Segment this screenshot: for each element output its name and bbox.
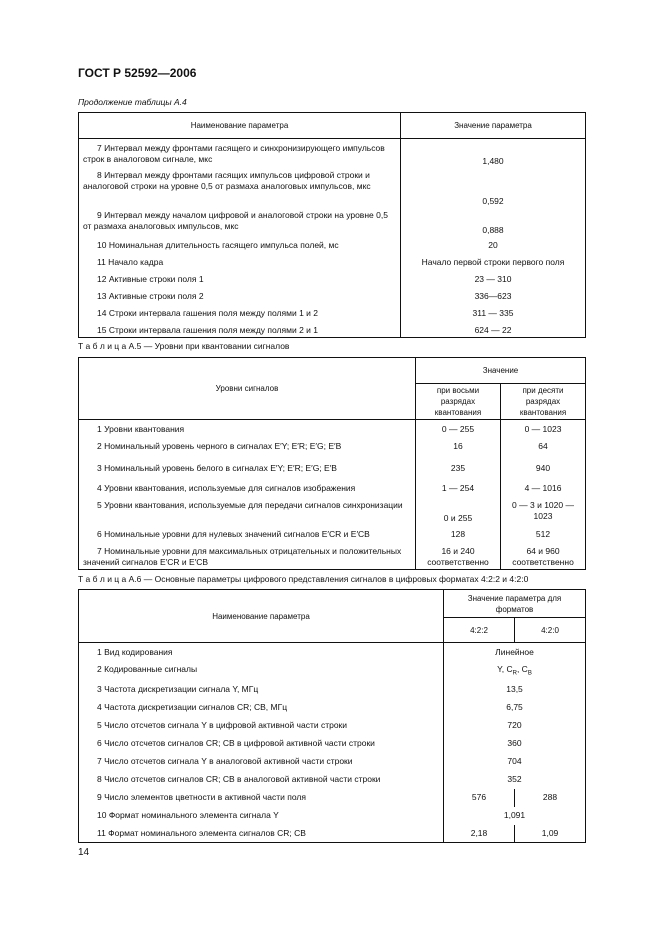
table-cell: 352 xyxy=(444,771,586,789)
table-a5 xyxy=(78,357,586,570)
table-row: 8 Число отсчетов сигналов CR; CB в аналоговой активной части строки xyxy=(79,771,444,789)
table-cell: 360 xyxy=(444,735,586,753)
table-cell: 720 xyxy=(444,717,586,735)
table-cell: 4 — 1016 xyxy=(501,480,586,497)
table-a4-caption: Продолжение таблицы А.4 xyxy=(78,97,187,107)
table-cell: 0,888 xyxy=(401,207,586,236)
table-a6-header-420: 4:2:0 xyxy=(515,618,586,643)
table-cell: 288 xyxy=(515,789,586,807)
table-cell: 64 и 960 соответственно xyxy=(501,543,586,570)
table-cell: 0 — 255 xyxy=(416,420,501,438)
table-cell: 64 xyxy=(501,438,586,458)
table-cell: 311 — 335 xyxy=(401,304,586,321)
table-cell: 0,592 xyxy=(401,167,586,207)
table-row: 6 Число отсчетов сигналов CR; CB в цифровой активной части строки xyxy=(79,735,444,753)
table-cell: 0 — 3 и 1020 — 1023 xyxy=(501,497,586,524)
table-a6-header-param: Наименование параметра xyxy=(79,590,444,643)
table-a5-header-8bit: при восьми разрядах квантования xyxy=(416,384,501,420)
table-row: 1 Уровни квантования xyxy=(79,420,416,438)
table-a4-header-value: Значение параметра xyxy=(401,113,586,139)
table-row: 9 Число элементов цветности в активной части поля xyxy=(79,789,444,807)
table-a4 xyxy=(78,112,586,338)
table-cell: 624 — 22 xyxy=(401,321,586,338)
table-cell: 0 и 255 xyxy=(416,497,501,524)
table-cell: 16 и 240 соответственно xyxy=(416,543,501,570)
table-cell: 2,18 xyxy=(444,825,515,843)
table-a5-header-levels: Уровни сигналов xyxy=(79,358,416,420)
table-a6-header-value: Значение параметра для форматов xyxy=(444,590,586,618)
table-row: 6 Номинальные уровни для нулевых значений сигналов E′CR и E′CB xyxy=(79,524,416,543)
table-cell: 1 — 254 xyxy=(416,480,501,497)
table-row: 3 Номинальный уровень белого в сигналах E′Y; E′R; E′G; E′B xyxy=(79,458,416,480)
table-cell: 13,5 xyxy=(444,681,586,699)
table-a6 xyxy=(78,589,586,843)
table-row: 1 Вид кодирования xyxy=(79,643,444,662)
table-cell: 1,09 xyxy=(515,825,586,843)
table-row: 7 Номинальные уровни для максимальных отрицательных и положительных значений сигналов E′CR и E′CB xyxy=(79,543,416,570)
table-cell: 235 xyxy=(416,458,501,480)
table-row: 7 Интервал между фронтами гасящего и синхронизирующего импульсов строк в аналоговом сигнале, мкс xyxy=(79,139,401,167)
table-cell: 23 — 310 xyxy=(401,270,586,287)
table-row: 11 Начало кадра xyxy=(79,253,401,270)
table-cell: 20 xyxy=(401,236,586,253)
table-row: 9 Интервал между началом цифровой и аналоговой строки на уровне 0,5 от размаха аналоговых импульсов, мкс xyxy=(79,207,401,236)
table-cell: 336—623 xyxy=(401,287,586,304)
table-a4-header-param: Наименование параметра xyxy=(79,113,401,139)
table-row: 10 Номинальная длительность гасящего импульса полей, мс xyxy=(79,236,401,253)
table-row: 3 Частота дискретизации сигнала Y, МГц xyxy=(79,681,444,699)
table-row: 10 Формат номинального элемента сигнала Y xyxy=(79,807,444,825)
table-row: 14 Строки интервала гашения поля между полями 1 и 2 xyxy=(79,304,401,321)
table-row: 2 Номинальный уровень черного в сигналах E′Y; E′R; E′G; E′B xyxy=(79,438,416,458)
table-cell: Начало первой строки первого поля xyxy=(401,253,586,270)
table-cell: 6,75 xyxy=(444,699,586,717)
page-number: 14 xyxy=(78,847,90,858)
table-cell: 1,091 xyxy=(444,807,586,825)
table-cell: 0 — 1023 xyxy=(501,420,586,438)
table-cell: Линейное xyxy=(444,643,586,662)
table-a6-header-422: 4:2:2 xyxy=(444,618,515,643)
table-row: 12 Активные строки поля 1 xyxy=(79,270,401,287)
table-a5-header-10bit: при десяти разрядах квантования xyxy=(501,384,586,420)
table-row: 4 Уровни квантования, используемые для сигналов изображения xyxy=(79,480,416,497)
table-row: 5 Уровни квантования, используемые для передачи сигналов синхронизации xyxy=(79,497,416,524)
table-row: 5 Число отсчетов сигнала Y в цифровой активной части строки xyxy=(79,717,444,735)
table-cell: 940 xyxy=(501,458,586,480)
table-cell: Y, $C_R$, $C_B$ xyxy=(444,662,586,681)
table-row: 11 Формат номинального элемента сигналов CR; CB xyxy=(79,825,444,843)
table-row: 2 Кодированные сигналы xyxy=(79,662,444,681)
table-a6-caption: Т а б л и ц а А.6 — Основные параметры цифрового представления сигналов в цифровых форматах 4:2:2 и 4:2:0 xyxy=(78,574,529,584)
table-row: 4 Частота дискретизации сигналов CR; CB, МГц xyxy=(79,699,444,717)
table-cell: 512 xyxy=(501,524,586,543)
table-cell: 1,480 xyxy=(401,139,586,167)
table-row: 13 Активные строки поля 2 xyxy=(79,287,401,304)
table-cell: 704 xyxy=(444,753,586,771)
table-cell: 128 xyxy=(416,524,501,543)
table-row: 8 Интервал между фронтами гасящих импульсов цифровой строки и аналоговой строки на уровне 0,5 от размаха аналоговых импульсов, мкс xyxy=(79,167,401,207)
document-header: ГОСТ Р 52592—2006 xyxy=(78,66,197,80)
table-row: 15 Строки интервала гашения поля между полями 2 и 1 xyxy=(79,321,401,338)
table-row: 7 Число отсчетов сигнала Y в аналоговой активной части строки xyxy=(79,753,444,771)
table-a5-caption: Т а б л и ц а А.5 — Уровни при квантовании сигналов xyxy=(78,341,290,351)
table-cell: 576 xyxy=(444,789,515,807)
table-a5-header-value: Значение xyxy=(416,358,586,384)
table-cell: 16 xyxy=(416,438,501,458)
